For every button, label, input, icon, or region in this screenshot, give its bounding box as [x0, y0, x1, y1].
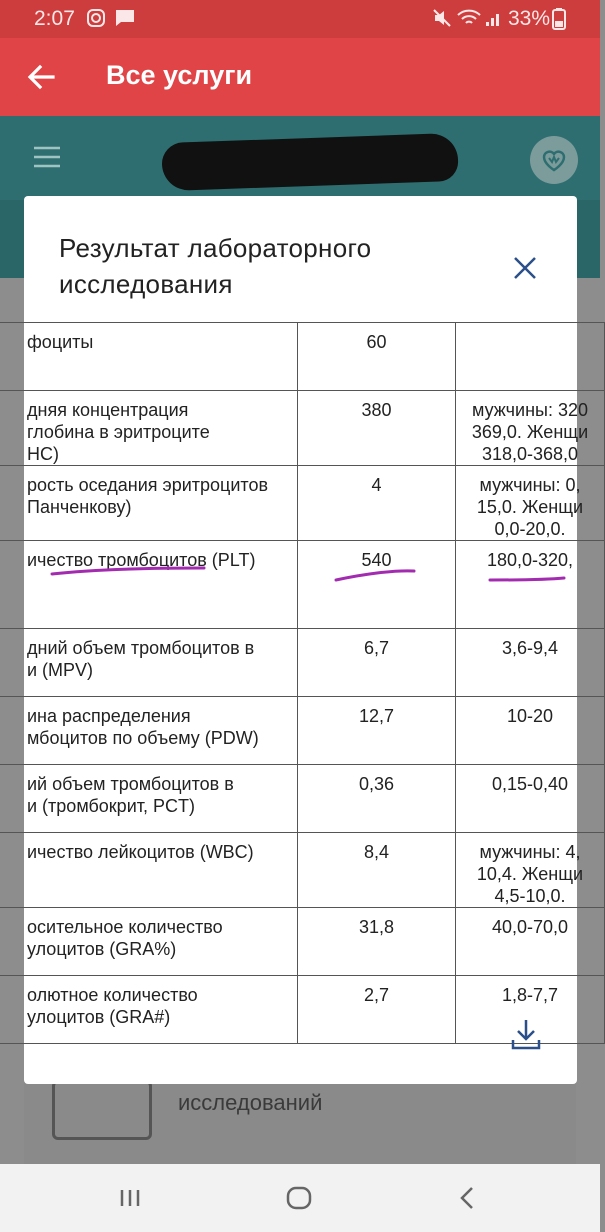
home-icon[interactable]: [281, 1182, 317, 1214]
cell-test-name: дний объем тромбоцитов в и (MPV): [0, 629, 298, 697]
dialog-title: Результат лабораторного исследования: [59, 233, 372, 299]
cell-test-name: олютное количество улоцитов (GRA#): [0, 976, 298, 1044]
cell-norm: мужчины: 0, 15,0. Женщи 0,0-20,0.: [456, 466, 605, 541]
service-card-label: исследований: [178, 1090, 323, 1115]
wifi-icon: [456, 8, 482, 28]
cell-value: 380: [298, 391, 456, 466]
cell-norm: 180,0-320,: [456, 541, 605, 629]
table-row: [0, 629, 605, 697]
message-icon: [114, 8, 136, 28]
status-bar: [0, 0, 600, 38]
cell-value: 540: [298, 541, 456, 629]
cell-value: 4: [298, 466, 456, 541]
signal-icon: [484, 8, 504, 28]
system-nav-bar: [0, 1164, 600, 1232]
cell-test-name: рость оседания эритроцитов Панченкову): [0, 466, 298, 541]
cell-value: 8,4: [298, 833, 456, 908]
cell-value: 0,36: [298, 765, 456, 833]
table-row: [0, 908, 605, 976]
instagram-icon: [86, 8, 106, 28]
cell-norm: 40,0-70,0: [456, 908, 605, 976]
table-row: [0, 391, 605, 466]
hamburger-icon[interactable]: [34, 146, 60, 168]
mute-icon: [432, 8, 452, 28]
cell-norm: мужчины: 320 369,0. Женщи 318,0-368,0: [456, 391, 605, 466]
cell-test-name: ий объем тромбоцитов в и (тромбокрит, PCT): [0, 765, 298, 833]
table-row: [0, 466, 605, 541]
table-row: [0, 697, 605, 765]
cell-test-name: дняя концентрация глобина в эритроците НС): [0, 391, 298, 466]
page-title: Все услуги: [106, 60, 253, 90]
recents-icon[interactable]: [112, 1182, 148, 1214]
monitor-icon: [52, 1080, 152, 1140]
cell-test-name: ичество тромбоцитов (PLT): [0, 541, 298, 629]
results-table[interactable]: [24, 322, 589, 1027]
arrow-left-icon[interactable]: [26, 62, 56, 92]
cell-test-name: ичество лейкоцитов (WBC): [0, 833, 298, 908]
lab-result-dialog: [24, 196, 589, 1084]
table-row: [0, 323, 605, 391]
heart-icon: [530, 136, 578, 184]
battery-icon: [552, 8, 566, 30]
cell-test-name: фоциты: [0, 323, 298, 391]
status-time: 2:07: [34, 7, 75, 30]
profile-button[interactable]: [530, 136, 578, 184]
table-row: [0, 833, 605, 908]
cell-value: 60: [298, 323, 456, 391]
cell-norm: 3,6-9,4: [456, 629, 605, 697]
battery-percent: 33%: [507, 7, 550, 30]
cell-value: 2,7: [298, 976, 456, 1044]
close-icon[interactable]: [508, 251, 542, 285]
app-bar: [0, 38, 600, 116]
redacted-user-name: [161, 133, 458, 191]
back-icon[interactable]: [450, 1182, 486, 1214]
cell-norm: 0,15-0,40: [456, 765, 605, 833]
cell-norm: мужчины: 4, 10,4. Женщи 4,5-10,0.: [456, 833, 605, 908]
cell-test-name: ина распределения мбоцитов по объему (PDW): [0, 697, 298, 765]
cell-value: 6,7: [298, 629, 456, 697]
cell-norm: 1,8-7,7: [456, 976, 605, 1044]
cell-test-name: осительное количество улоцитов (GRA%): [0, 908, 298, 976]
download-icon[interactable]: [511, 1018, 541, 1050]
cell-norm: 10-20: [456, 697, 605, 765]
cell-value: 31,8: [298, 908, 456, 976]
cell-norm: [456, 323, 605, 391]
cell-value: 12,7: [298, 697, 456, 765]
table-row: [0, 765, 605, 833]
profile-header: [0, 116, 600, 200]
table-row: [0, 541, 605, 629]
